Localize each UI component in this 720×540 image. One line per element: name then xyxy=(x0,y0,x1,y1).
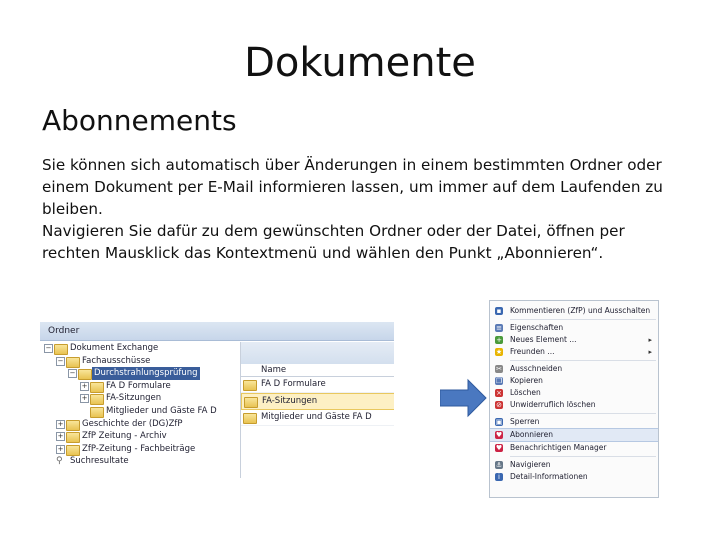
right-arrow-icon xyxy=(440,378,488,418)
folder-icon xyxy=(66,420,80,431)
tree-item[interactable] xyxy=(40,342,200,355)
list-item-label: FA D Formulare xyxy=(261,379,326,389)
menu-item-kopieren[interactable] xyxy=(490,375,658,387)
cut-icon: ✂ xyxy=(496,365,502,373)
expand-icon[interactable]: + xyxy=(57,444,64,453)
tree-item-label: Suchresultate xyxy=(70,456,129,467)
tree-item[interactable] xyxy=(40,392,200,405)
expand-icon[interactable]: + xyxy=(57,432,64,441)
menu-item-freunden[interactable] xyxy=(490,346,658,358)
folder-icon xyxy=(90,382,104,393)
tree-item-label: Dokument Exchange xyxy=(70,343,159,353)
tree-item[interactable] xyxy=(40,430,200,443)
submenu-arrow-icon: ▸ xyxy=(648,348,652,356)
menu-separator xyxy=(510,360,656,361)
folder-icon xyxy=(90,394,104,405)
folder-icon xyxy=(90,407,104,418)
folder-tree xyxy=(40,342,217,468)
folder-icon xyxy=(78,369,92,380)
slide-title: Dokumente xyxy=(244,40,476,86)
expand-icon[interactable]: + xyxy=(81,381,88,390)
menu-item-sperren[interactable] xyxy=(490,416,658,428)
folder-icon xyxy=(243,413,257,424)
copy-icon: ❐ xyxy=(495,377,503,385)
menu-item-detail-informationen[interactable] xyxy=(490,471,658,483)
paragraph-instructions: Navigieren Sie dafür zu dem gewünschten Ordner oder der Datei, öffnen per rechten Mausklick das Kontextmenü und wählen den Punkt „Abonnieren“. xyxy=(42,222,625,262)
menu-item-loeschen[interactable] xyxy=(490,387,658,399)
delete-icon: × xyxy=(496,389,502,397)
menu-item-label: Abonnieren xyxy=(510,430,553,439)
menu-item-label: Benachrichtigen Manager xyxy=(510,443,607,452)
tree-item[interactable] xyxy=(40,418,200,431)
submenu-arrow-icon: ▸ xyxy=(648,336,652,344)
collapse-icon[interactable]: − xyxy=(69,369,76,378)
slide-subtitle: Abonnements xyxy=(42,104,237,137)
explorer-screenshot xyxy=(40,322,394,478)
menu-item-eigenschaften[interactable] xyxy=(490,322,658,334)
tree-item[interactable] xyxy=(40,455,200,468)
file-list-pane xyxy=(240,342,394,478)
context-menu xyxy=(489,300,659,498)
folder-icon xyxy=(66,445,80,456)
menu-item-label: Detail-Informationen xyxy=(510,472,588,481)
menu-item-benachrichtigen[interactable] xyxy=(490,442,658,454)
expand-icon[interactable]: + xyxy=(57,419,64,428)
navigate-icon: ⚓ xyxy=(495,461,503,469)
menu-item-label: Kommentieren (ZfP) und Ausschalten xyxy=(510,306,651,315)
tree-item-label: FA-Sitzungen xyxy=(106,393,162,404)
expand-icon[interactable]: + xyxy=(81,394,88,403)
menu-item-ausschneiden[interactable] xyxy=(490,363,658,375)
lock-icon: ▣ xyxy=(495,418,503,426)
column-header-name[interactable]: Name xyxy=(241,364,394,377)
tree-item-label: ZfP Zeitung - Archiv xyxy=(82,431,167,442)
tree-item[interactable] xyxy=(40,380,200,393)
menu-item-label: Ausschneiden xyxy=(510,364,563,373)
list-item-label: FA-Sitzungen xyxy=(262,396,318,406)
tree-item-label: Geschichte der (DG)ZfP xyxy=(82,418,183,429)
menu-separator xyxy=(510,413,656,414)
menu-separator xyxy=(510,456,656,457)
list-toolbar xyxy=(241,342,394,364)
menu-item-label: Freunden ... xyxy=(510,347,555,356)
menu-item-label: Navigieren xyxy=(510,460,551,469)
properties-icon: ≡ xyxy=(496,324,502,332)
list-item[interactable] xyxy=(241,410,394,426)
folder-icon xyxy=(243,380,257,391)
menu-item-label: Neues Element ... xyxy=(510,335,577,344)
menu-item-label: Löschen xyxy=(510,388,541,397)
menu-item-label: Kopieren xyxy=(510,376,543,385)
notify-icon: ♥ xyxy=(495,444,503,452)
heart-icon: ♥ xyxy=(495,431,503,439)
tree-item[interactable] xyxy=(40,443,200,456)
collapse-icon[interactable]: − xyxy=(57,356,64,365)
tree-item-label: FA D Formulare xyxy=(106,380,171,391)
menu-separator xyxy=(510,319,656,320)
tree-item-selected[interactable] xyxy=(40,367,200,380)
tree-item[interactable] xyxy=(40,405,217,418)
folder-icon xyxy=(54,344,68,355)
menu-item-neues-element[interactable] xyxy=(490,334,658,346)
tree-item-label: Mitglieder und Gäste FA D xyxy=(106,405,217,416)
folder-icon xyxy=(244,397,258,408)
menu-item-navigieren[interactable] xyxy=(490,459,658,471)
list-item[interactable] xyxy=(241,377,394,393)
tree-item-label: ZfP-Zeitung - Fachbeiträge xyxy=(82,443,196,454)
folder-icon xyxy=(66,432,80,443)
info-icon: i xyxy=(495,473,503,481)
collapse-icon[interactable]: − xyxy=(45,344,52,352)
delete-permanent-icon: ⊘ xyxy=(496,401,502,409)
search-results-icon: ⚲ xyxy=(56,456,63,467)
tree-item-label: Durchstrahlungsprüfung xyxy=(94,368,198,379)
paragraph-intro: Sie können sich automatisch über Änderungen in einem bestimmten Ordner oder einem Dokument per E-Mail informieren lassen, um immer auf dem Laufenden zu bleiben. xyxy=(42,156,663,218)
folder-pane-header: Ordner xyxy=(40,322,394,341)
menu-item-kommentieren[interactable] xyxy=(490,305,658,317)
folder-icon xyxy=(66,357,80,368)
new-item-icon: + xyxy=(496,336,502,344)
menu-item-unwiderruflich-loeschen[interactable] xyxy=(490,399,658,411)
star-icon: ★ xyxy=(495,348,503,356)
tree-item-label: Fachausschüsse xyxy=(82,355,151,366)
list-item-highlighted[interactable] xyxy=(241,393,394,410)
save-icon: ▪ xyxy=(496,307,502,315)
menu-item-label: Sperren xyxy=(510,417,540,426)
menu-item-label: Eigenschaften xyxy=(510,323,564,332)
tree-item[interactable] xyxy=(40,355,200,368)
menu-item-label: Unwiderruflich löschen xyxy=(510,400,596,409)
menu-item-abonnieren[interactable] xyxy=(490,428,658,442)
list-item-label: Mitglieder und Gäste FA D xyxy=(261,412,372,422)
